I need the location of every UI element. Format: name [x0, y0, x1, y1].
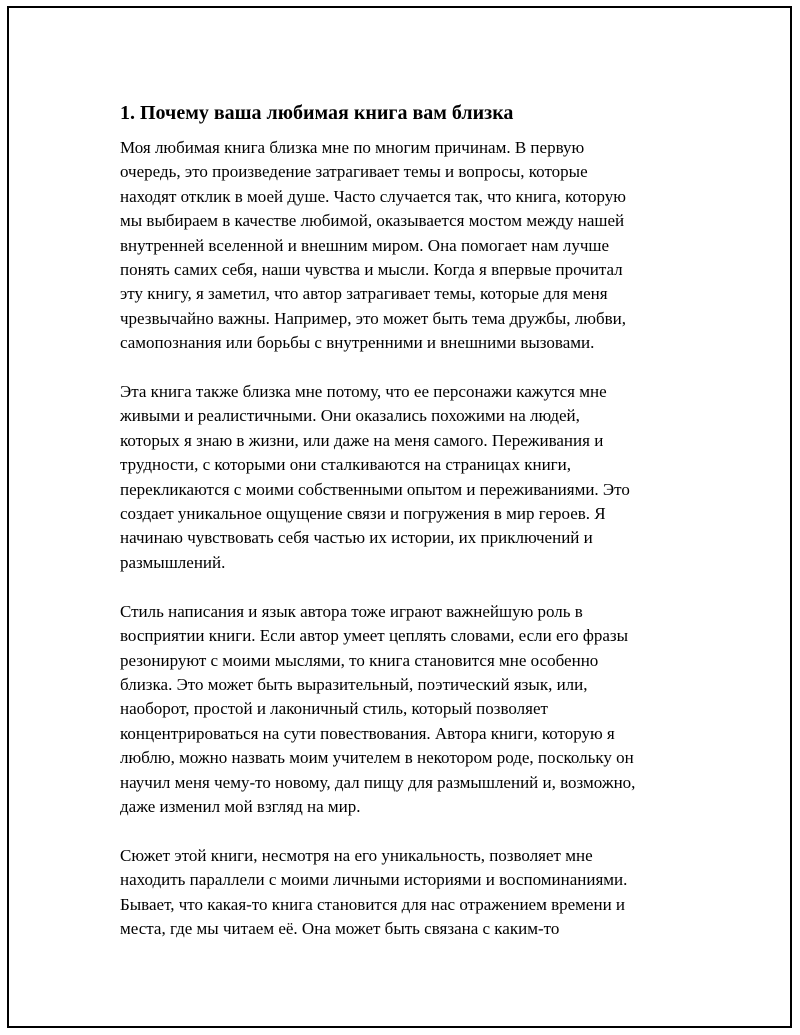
text-line: живыми и реалистичными. Они оказались похожими на людей,: [120, 406, 580, 426]
paragraph-1: [120, 136, 700, 356]
text-line: резонируют с моими мыслями, то книга становится мне особенно: [120, 650, 599, 670]
text-line: люблю, можно назвать моим учителем в некотором роде, поскольку он: [120, 748, 634, 768]
text-line: находить параллели с моими личными историями и воспоминаниями.: [120, 870, 628, 890]
text-line: размышлений.: [120, 552, 226, 572]
text-line: внутренней вселенной и внешним миром. Она помогает нам лучше: [120, 235, 610, 255]
text-line: эту книгу, я заметил, что автор затрагивает темы, которые для меня: [120, 284, 608, 304]
section-title: 1. Почему ваша любимая книга вам близка: [120, 102, 514, 124]
text-line: концентрироваться на сути повествования. Автора книги, которую я: [120, 723, 615, 743]
text-line: Стиль написания и язык автора тоже играют важнейшую роль в: [120, 601, 583, 621]
page-frame: [7, 6, 792, 1028]
text-line: Сюжет этой книги, несмотря на его уникальность, позволяет мне: [120, 845, 593, 865]
text-line: близка. Это может быть выразительный, поэтический язык, или,: [120, 674, 588, 694]
text-line: находят отклик в моей душе. Часто случается так, что книга, которую: [120, 186, 626, 206]
text-line: создает уникальное ощущение связи и погружения в мир героев. Я: [120, 504, 606, 524]
text-line: Моя любимая книга близка мне по многим причинам. В первую: [120, 138, 585, 157]
text-line: понять самих себя, наши чувства и мысли. Когда я впервые прочитал: [120, 260, 623, 280]
text-line: даже изменил мой взгляд на мир.: [120, 796, 361, 816]
text-line: Эта книга также близка мне потому, что ее персонажи кажутся мне: [120, 382, 607, 402]
paragraph-3: [120, 600, 700, 820]
text-line: начинаю чувствовать себя частью их истории, их приключений и: [120, 528, 593, 548]
text-line: Бывает, что какая-то книга становится для нас отражением времени и: [120, 894, 626, 914]
text-line: которых я знаю в жизни, или даже на меня самого. Переживания и: [120, 430, 604, 450]
text-line: очередь, это произведение затрагивает темы и вопросы, которые: [120, 162, 588, 182]
text-line: восприятии книги. Если автор умеет цеплять словами, если его фразы: [120, 626, 629, 646]
text-line: места, где мы читаем её. Она может быть связана с каким-то: [120, 918, 560, 938]
text-line: трудности, с которыми они сталкиваются на страницах книги,: [120, 455, 572, 475]
paragraph-2: [120, 380, 700, 575]
document-body: [120, 100, 700, 941]
text-line: мы выбираем в качестве любимой, оказывается мостом между нашей: [120, 211, 625, 231]
text-line: самопознания или борьбы с внутренними и внешними вызовами.: [120, 333, 595, 353]
text-line: чрезвычайно важны. Например, это может быть тема дружбы, любви,: [120, 308, 626, 328]
text-line: перекликаются с моими собственными опытом и переживаниями. Это: [120, 479, 630, 499]
paragraph-4: [120, 844, 700, 942]
text-line: наоборот, простой и лаконичный стиль, который позволяет: [120, 699, 548, 719]
text-line: научил меня чему-то новому, дал пищу для размышлений и, возможно,: [120, 772, 636, 792]
